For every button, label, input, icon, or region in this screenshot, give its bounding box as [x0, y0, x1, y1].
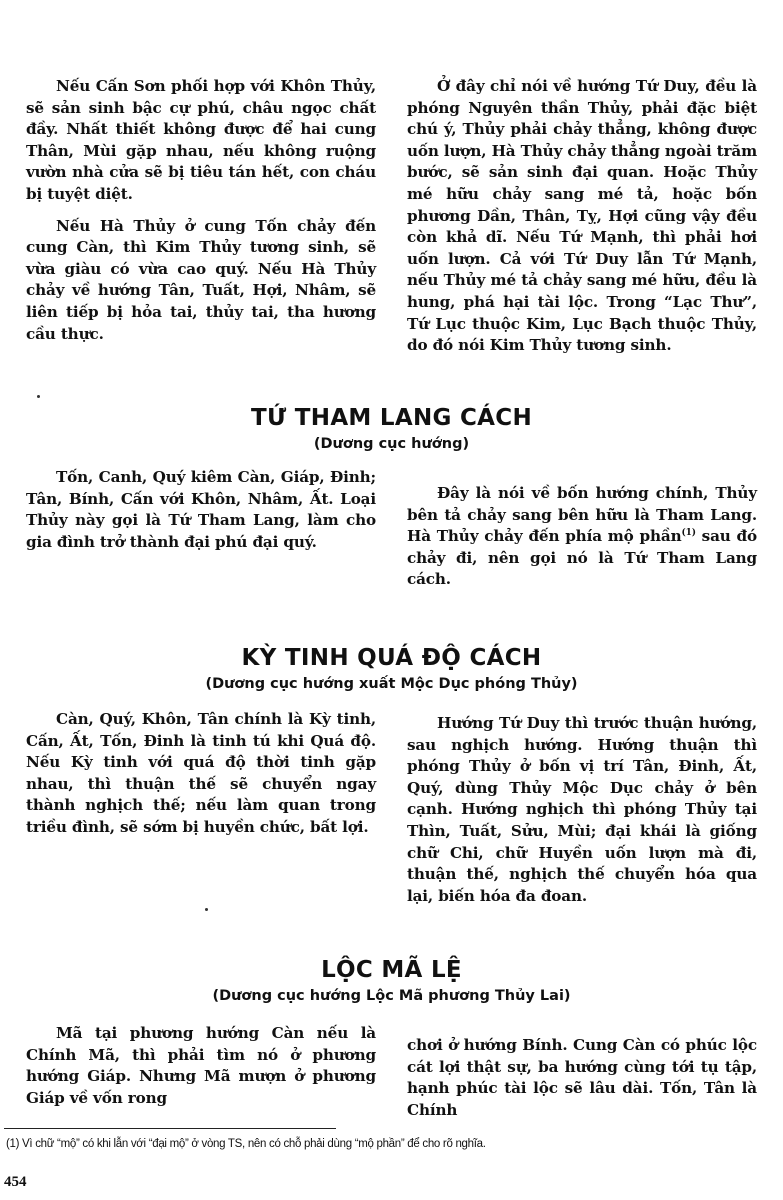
paragraph: Nếu Hà Thủy ở cung Tốn chảy đến cung Càn, thì Kim Thủy tương sinh, sẽ vừa giàu có vừa cao quý. Nếu Hà Thủy chảy về hướng Tân, Tuất, Hợi, Nhâm, sẽ liên tiếp bị hỏa tai, thủy tai, tha hương cầu thực.: [26, 216, 376, 343]
scan-speck: [37, 395, 40, 398]
paragraph: [407, 483, 757, 591]
section-heading-tu-tham-lang: [0, 403, 783, 455]
paragraph: Ở đây chỉ nói về hướng Tứ Duy, đều là phóng Nguyên thần Thủy, phải đặc biệt chú ý, Thủy phải chảy thẳng, không được uốn lượn, Hà Thủy chảy thẳng ngoài trăm bước, sẽ sản sinh đại quan. Hoặc Thủy mé hữu chảy sang mé tả, hoặc bốn phương Dần, Thân, Tỵ, Hợi cũng vậy đều còn khả dĩ. Nếu Tứ Mạnh, thì phải hơi uốn lượn. Cả với Tứ Duy lẫn Tứ Mạnh, nếu Thủy mé tả chảy sang mé hữu, đều là hung, phá hại tài lộc. Trong “Lạc Thư”, Tứ Lục thuộc Kim, Lục Bạch thuộc Thủy, do đó nói Kim Thủy tương sinh.: [407, 77, 757, 355]
section3-left-column: [26, 1023, 376, 1119]
scan-speck: [205, 908, 208, 911]
paragraph-text: sau đó chảy đi, nên gọi nó là Tứ Tham Lang cách.: [407, 527, 757, 589]
paragraph: Càn, Quý, Khôn, Tân chính là Kỳ tinh, Cấn, Ất, Tốn, Đinh là tinh tú khi Quá độ. Nếu Kỳ tinh với quá độ thời tinh gặp nhau, thì thuận thế sẽ chuyển ngay thành nghịch thế; nếu làm quan trong triều đình, sẽ sớm bị huyền chức, bất lợi.: [26, 710, 376, 836]
paragraph: Nếu Cấn Sơn phối hợp với Khôn Thủy, sẽ sản sinh bậc cự phú, châu ngọc chất đầy. Nhất thiết không được để hai cung Thân, Mùi gặp nhau, nếu không ruộng vườn nhà cửa sẽ bị tiêu tán hết, con cháu bị tuyệt diệt.: [26, 77, 376, 203]
section-heading-loc-ma-le: [0, 955, 783, 1007]
footnote-reference[interactable]: (1): [681, 528, 696, 539]
intro-left-column: [26, 76, 376, 355]
section-subtitle: (Dương cục hướng Lộc Mã phương Thủy Lai): [212, 988, 571, 1004]
section-subtitle: (Dương cục hướng): [313, 436, 470, 452]
footnote: (1) Vì chữ “mộ” có khi lẫn với “đại mộ” ở vòng TS, nên có chỗ phải dùng “mộ phần” để cho rõ nghĩa.: [6, 1138, 486, 1150]
section-subtitle: (Dương cục hướng xuất Mộc Dục phóng Thủy): [205, 676, 578, 692]
footnote-divider: [4, 1128, 336, 1129]
intro-right-column: [407, 76, 757, 367]
section2-right-column: [407, 713, 757, 917]
paragraph: chơi ở hướng Bính. Cung Càn có phúc lộc cát lợi thật sự, ba hướng cùng tới tụ tập, hạnh phúc tài lộc sẽ lâu dài. Tốn, Tân là Chính: [407, 1036, 757, 1119]
section3-right-column: [407, 1035, 757, 1131]
paragraph-text: Đây là nói về bốn hướng chính, Thủy bên tả chảy sang bên hữu là Tham Lang. Hà Thủy chảy đến phía mộ phần: [407, 484, 757, 546]
page-number: 454: [4, 1174, 27, 1190]
section-title: KỲ TINH QUÁ ĐỘ CÁCH: [241, 645, 542, 671]
paragraph: Mã tại phương hướng Càn nếu là Chính Mã, thì phải tìm nó ở phương hướng Giáp. Nhưng Mã mượn ở phương Giáp về vốn rong: [26, 1024, 376, 1107]
paragraph: Tốn, Canh, Quý kiêm Càn, Giáp, Đinh; Tân, Bính, Cấn với Khôn, Nhâm, Ất. Loại Thủy này gọi là Tứ Tham Lang, làm cho gia đình trở thành đại phú đại quý.: [26, 468, 376, 551]
paragraph: Hướng Tứ Duy thì trước thuận hướng, sau nghịch hướng. Hướng thuận thì phóng Thủy ở bốn vị trí Tân, Đinh, Ất, Quý, dùng Thủy Mộc Dục chảy ở bên cạnh. Hướng nghịch thì phóng Thủy tại Thìn, Tuất, Sửu, Mùi; đại khái là giống chữ Chi, chữ Huyền uốn lượn mà đi, thuận thế, nghịch thế chuyển hóa qua lại, biến hóa đa đoan.: [407, 714, 757, 905]
section1-left-column: [26, 467, 376, 563]
section-title: TỨ THAM LANG CÁCH: [250, 405, 533, 431]
section-heading-ky-tinh-qua-do: [0, 643, 783, 695]
section1-right-column: [407, 483, 757, 601]
section-title: LỘC MÃ LỆ: [321, 957, 462, 983]
section2-left-column: [26, 709, 376, 849]
